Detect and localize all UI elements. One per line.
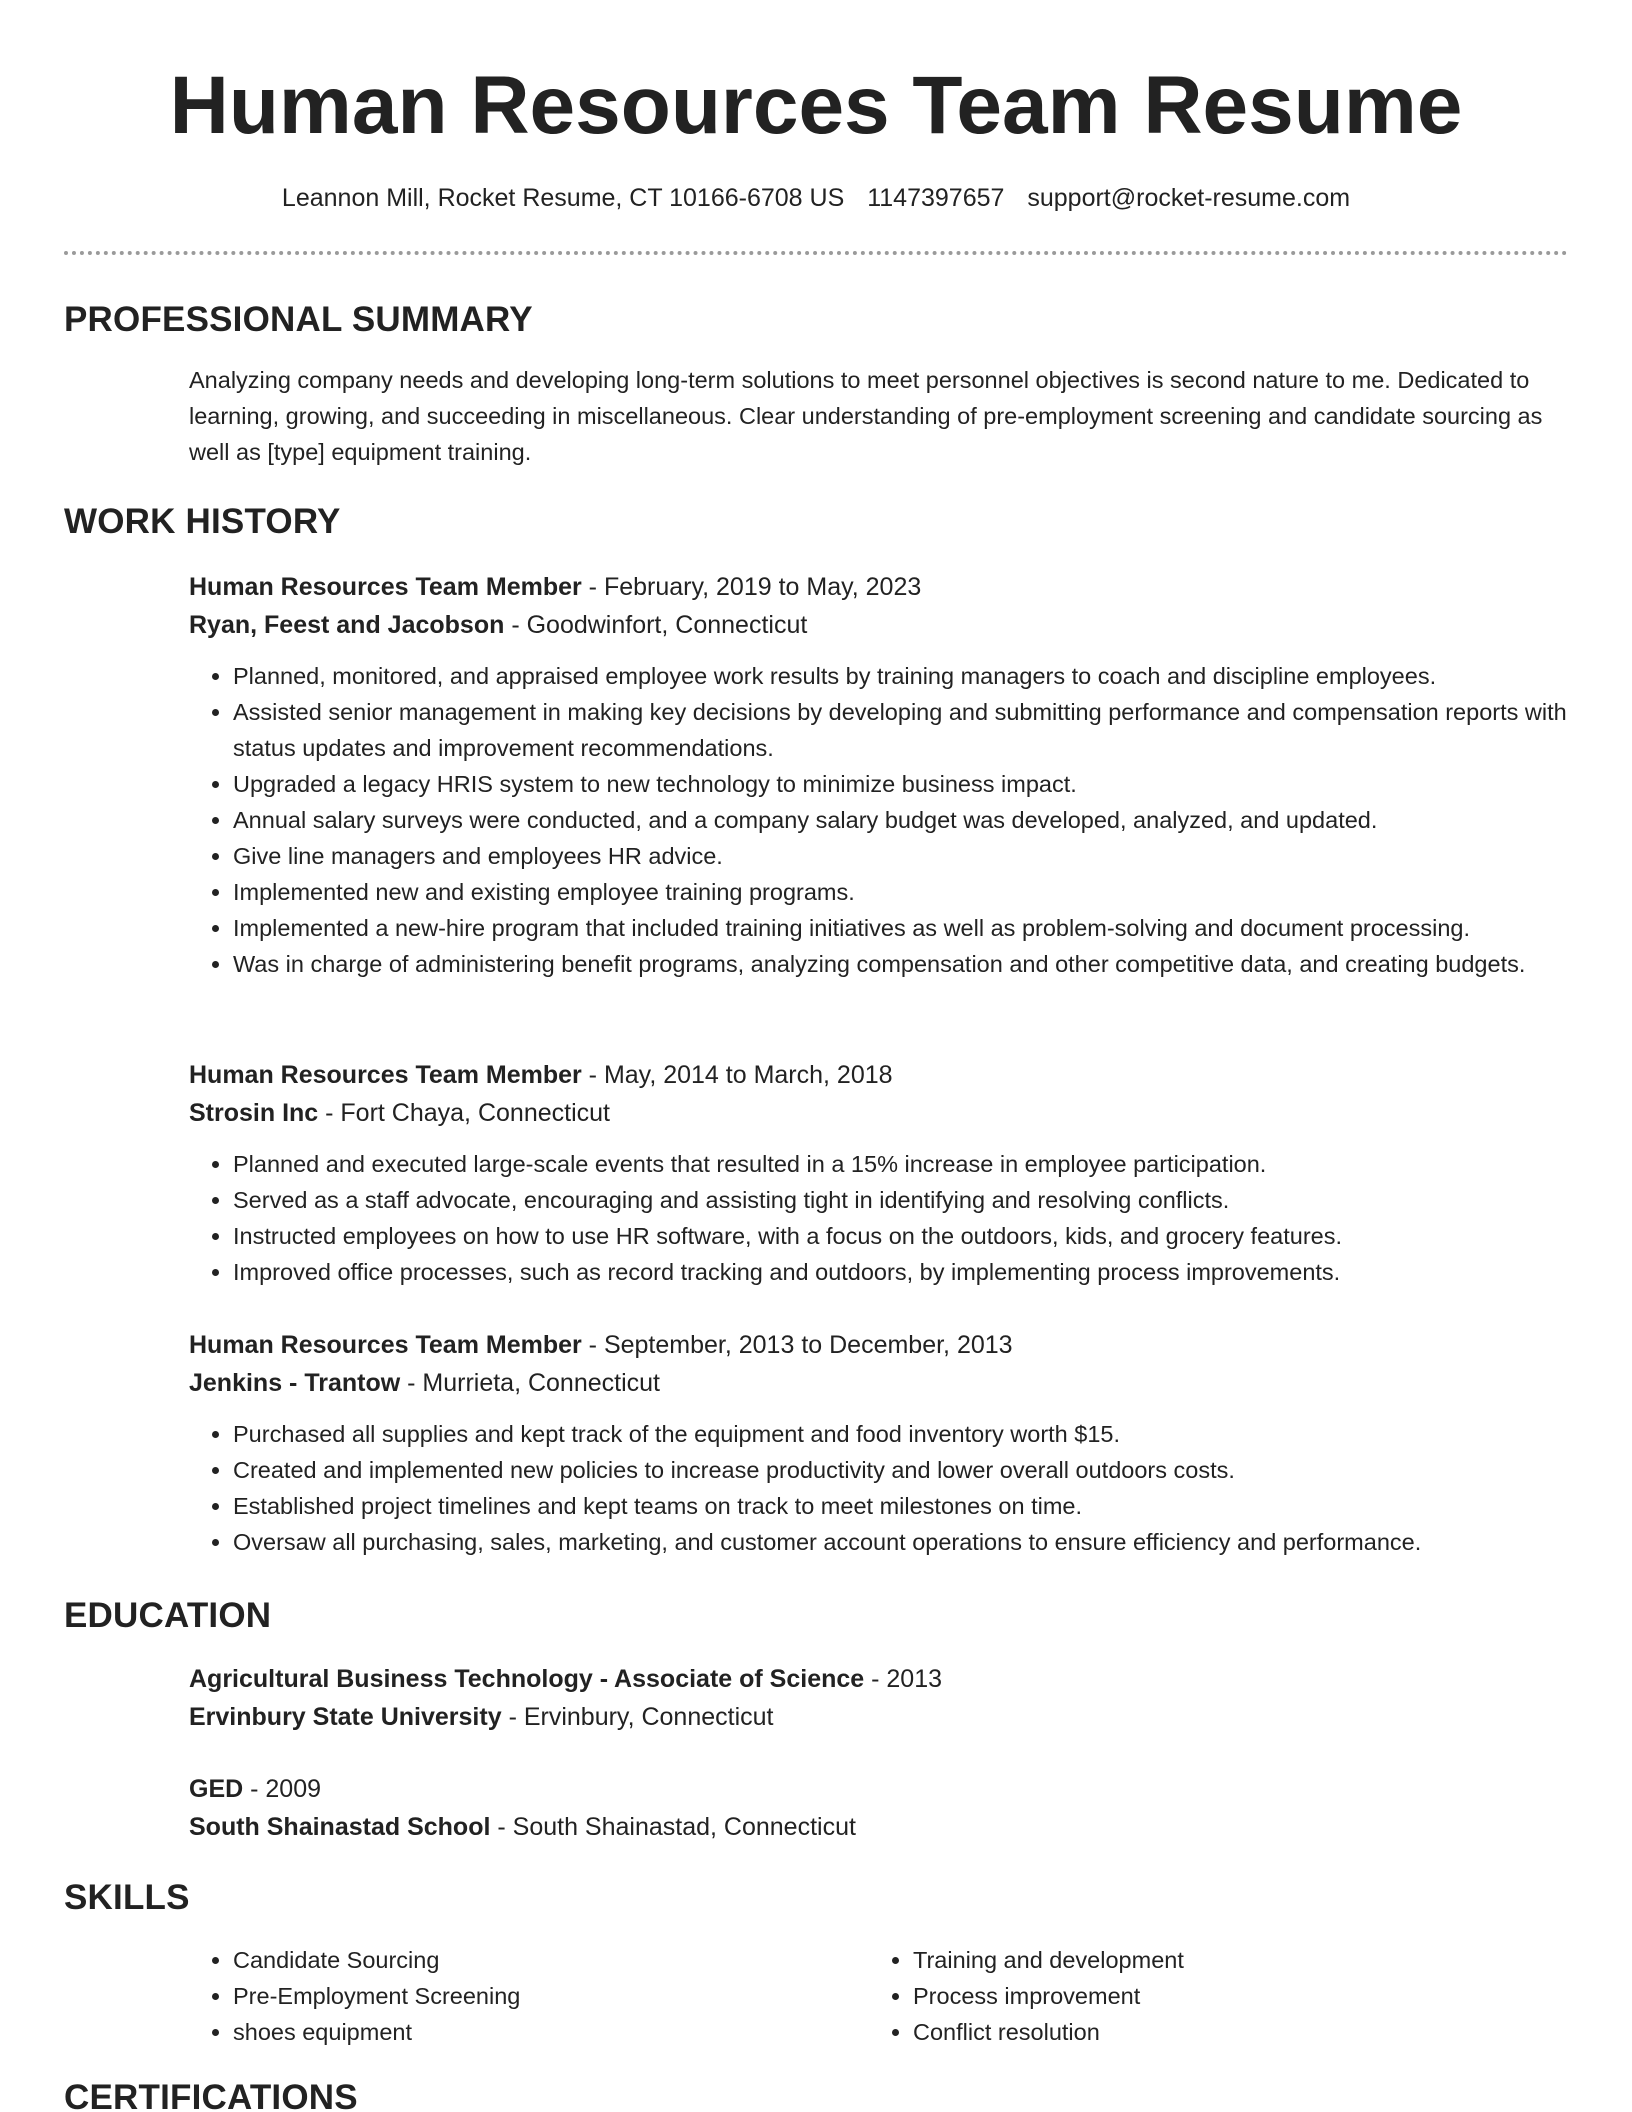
- education-year: - 2009: [243, 1775, 322, 1803]
- work-history-heading: WORK HISTORY: [64, 502, 341, 541]
- education-school: South Shainastad School: [189, 1813, 491, 1841]
- education-location: - South Shainastad, Connecticut: [490, 1813, 856, 1841]
- job-bullet-list: [189, 1146, 1569, 1290]
- education-heading: EDUCATION: [64, 1596, 272, 1635]
- skills-list: [869, 1942, 1469, 2050]
- skill-item: • shoes equipment: [233, 2014, 789, 2050]
- job-bullet: • Oversaw all purchasing, sales, marketing, and customer account operations to ensure efficiency and performance.: [233, 1524, 1569, 1560]
- job-dates: - February, 2019 to May, 2023: [581, 573, 922, 601]
- skill-item: • Training and development: [913, 1942, 1469, 1978]
- job-company: Jenkins - Trantow: [189, 1369, 401, 1397]
- skills-heading: SKILLS: [64, 1878, 190, 1917]
- job-bullet: • Implemented a new-hire program that included training initiatives as well as problem-solving and document processing.: [233, 910, 1569, 946]
- job-bullet-list: [189, 658, 1569, 982]
- summary-section: [189, 362, 1569, 470]
- summary-heading: PROFESSIONAL SUMMARY: [64, 300, 533, 339]
- contact-phone: 1147397657: [867, 184, 1005, 212]
- contact-line: [0, 181, 1632, 215]
- job-bullet: • Established project timelines and kept teams on track to meet milestones on time.: [233, 1488, 1569, 1524]
- education-school: Ervinbury State University: [189, 1703, 502, 1731]
- skill-item: • Pre-Employment Screening: [233, 1978, 789, 2014]
- job-bullet: • Instructed employees on how to use HR software, with a focus on the outdoors, kids, and grocery features.: [233, 1218, 1569, 1254]
- job-location: - Fort Chaya, Connecticut: [318, 1099, 610, 1127]
- job-bullet: • Created and implemented new policies to increase productivity and lower overall outdoors costs.: [233, 1452, 1569, 1488]
- job-dates: - May, 2014 to March, 2018: [581, 1061, 893, 1089]
- job-title: Human Resources Team Member: [189, 1331, 582, 1359]
- education-degree: Agricultural Business Technology - Associate of Science: [189, 1665, 865, 1693]
- education-degree-line: [189, 1660, 1569, 1698]
- job-title: Human Resources Team Member: [189, 1061, 582, 1089]
- skill-item: • Conflict resolution: [913, 2014, 1469, 2050]
- job-bullet: • Implemented new and existing employee training programs.: [233, 874, 1569, 910]
- job-bullet: • Planned and executed large-scale events that resulted in a 15% increase in employee participation.: [233, 1146, 1569, 1182]
- job-location: - Murrieta, Connecticut: [400, 1369, 660, 1397]
- education-degree: GED: [189, 1775, 244, 1803]
- job-entry: [189, 568, 1569, 982]
- job-bullet: • Served as a staff advocate, encouraging and assisting tight in identifying and resolving conflicts.: [233, 1182, 1569, 1218]
- job-entry: [189, 1056, 1569, 1290]
- summary-text: Analyzing company needs and developing long-term solutions to meet personnel objectives is second nature to me. Dedicated to learning, growing, and succeeding in miscellaneous. Clear understanding of pre-employment screening and candidate sourcing as well as [type] equipment training.: [189, 367, 1543, 465]
- education-entry: [189, 1770, 1569, 1846]
- job-bullet: • Annual salary surveys were conducted, and a company salary budget was developed, analyzed, and updated.: [233, 802, 1569, 838]
- job-title-line: [189, 1326, 1569, 1364]
- job-bullet: • Was in charge of administering benefit programs, analyzing compensation and other competitive data, and creating budgets.: [233, 946, 1569, 982]
- contact-address: Leannon Mill, Rocket Resume, CT 10166-6708 US: [281, 184, 845, 212]
- skill-item: • Process improvement: [913, 1978, 1469, 2014]
- education-location: - Ervinbury, Connecticut: [501, 1703, 774, 1731]
- job-bullet: • Planned, monitored, and appraised employee work results by training managers to coach and discipline employees.: [233, 658, 1569, 694]
- job-company-line: [189, 606, 1569, 644]
- job-location: - Goodwinfort, Connecticut: [504, 611, 808, 639]
- job-bullet: • Purchased all supplies and kept track of the equipment and food inventory worth $15.: [233, 1416, 1569, 1452]
- education-year: - 2013: [864, 1665, 943, 1693]
- certifications-heading: CERTIFICATIONS: [64, 2078, 358, 2112]
- job-company-line: [189, 1364, 1569, 1402]
- job-company: Ryan, Feest and Jacobson: [189, 611, 505, 639]
- skill-item: • Candidate Sourcing: [233, 1942, 789, 1978]
- job-bullet: • Upgraded a legacy HRIS system to new technology to minimize business impact.: [233, 766, 1569, 802]
- header-divider: [64, 251, 1568, 255]
- job-title-line: [189, 1056, 1569, 1094]
- education-entry: [189, 1660, 1569, 1736]
- education-degree-line: [189, 1770, 1569, 1808]
- resume-title: Human Resources Team Resume: [169, 60, 1463, 151]
- job-title-line: [189, 568, 1569, 606]
- job-bullet: • Assisted senior management in making key decisions by developing and submitting performance and compensation reports with status updates and improvement recommendations.: [233, 694, 1569, 766]
- education-school-line: [189, 1698, 1569, 1736]
- job-bullet: • Improved office processes, such as record tracking and outdoors, by implementing process improvements.: [233, 1254, 1569, 1290]
- job-company: Strosin Inc: [189, 1099, 319, 1127]
- job-bullet-list: [189, 1416, 1569, 1560]
- job-company-line: [189, 1094, 1569, 1132]
- job-bullet: • Give line managers and employees HR advice.: [233, 838, 1569, 874]
- job-title: Human Resources Team Member: [189, 573, 582, 601]
- skills-left-column: [189, 1942, 789, 2050]
- job-dates: - September, 2013 to December, 2013: [581, 1331, 1013, 1359]
- job-entry: [189, 1326, 1569, 1560]
- contact-email: support@rocket-resume.com: [1027, 184, 1351, 212]
- skills-list: [189, 1942, 789, 2050]
- skills-right-column: [869, 1942, 1469, 2050]
- education-school-line: [189, 1808, 1569, 1846]
